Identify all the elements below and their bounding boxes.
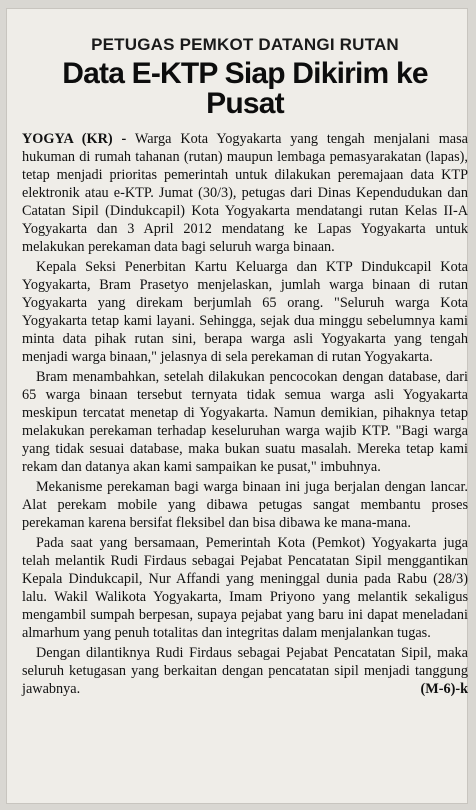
article-dateline: YOGYA (KR) - (22, 130, 127, 147)
article-kicker: PETUGAS PEMKOT DATANGI RUTAN (91, 35, 399, 54)
article-paragraph-1 (22, 130, 468, 256)
article-paragraph-1-text: Warga Kota Yogyakarta yang tengah menjalani masa hukuman di rumah tahanan (rutan) maupun lembaga pemasyarakatan (lapas), tetap menjadi prioritas pemerintah untuk dilakukan peremajaan data KTP elektronik atau e-KTP. Jumat (30/3), petugas dari Dinas Kependudukan dan Catatan Sipil (Dindukcapil) Kota Yogyakarta mendatangi rutan Kelas II-A Yogyakarta dan 3 April 2012 mendatang ke Lapas Yogyakarta untuk melakukan perekaman data bagi seluruh warga binaan. (22, 130, 468, 255)
article (22, 36, 468, 698)
article-paragraph-6 (22, 644, 468, 698)
article-paragraph-4: Mekanisme perekaman bagi warga binaan ini juga berjalan dengan lancar. Alat perekam mobile yang dibawa petugas sangat membantu proses perekaman karena bersifat fleksibel dan bisa dibawa ke mana-mana. (22, 478, 468, 531)
article-paragraph-3: Bram menambahkan, setelah dilakukan pencocokan dengan database, dari 65 warga binaan tersebut ternyata tidak semua warga asli Yogyakarta meskipun tercatat menetap di Yogyakarta. Namun demikian, pihaknya tetap melakukan perekaman terhadap keseluruhan warga wajib KTP. "Bagi warga yang tidak sesuai database, maka bukan suatu masalah. Mereka tetap kami rekam dan datanya akan kami sampaikan ke pusat," imbuhnya. (22, 368, 468, 475)
article-paragraph-5: Pada saat yang bersamaan, Pemerintah Kota (Pemkot) Yogyakarta juga telah melantik Rudi Firdaus sebagai Pejabat Pencatatan Sipil menggantikan Kepala Dindukcapil, Nur Affandi yang meninggal dunia pada Rabu (28/3) lalu. Wakil Walikota Yogyakarta, Imam Priyono yang melantik sekaligus mengambil sumpah berpesan, supaya pejabat yang baru ini dapat meneladani almarhum yang penuh totalitas dan integritas dalam menjalankan tugas. (22, 534, 468, 641)
article-body (22, 130, 468, 698)
newspaper-clipping (6, 8, 468, 804)
article-headline: Data E-KTP Siap Dikirim ke Pusat (62, 56, 428, 121)
article-signoff: (M-6)-k (420, 680, 468, 697)
article-paragraph-2: Kepala Seksi Penerbitan Kartu Keluarga dan KTP Dindukcapil Kota Yogyakarta, Bram Prasetyo menjelaskan, jumlah warga binaan di rutan Yogyakarta yang direkam berjumlah 65 orang. "Seluruh warga Kota Yogyakarta tetap kami layani. Sehingga, sejak dua minggu sebelumnya kami minta data pihak rutan sini, berapa warga asli Yogyakarta yang tengah menjadi warga binaan," jelasnya di sela perekaman di rutan Yogyakarta. (22, 258, 468, 365)
article-paragraph-6-text: Dengan dilantiknya Rudi Firdaus sebagai Pejabat Pencatatan Sipil, maka seluruh ketugasan yang berkaitan dengan pencatatan sipil menjadi tanggung jawabnya. (22, 644, 468, 697)
